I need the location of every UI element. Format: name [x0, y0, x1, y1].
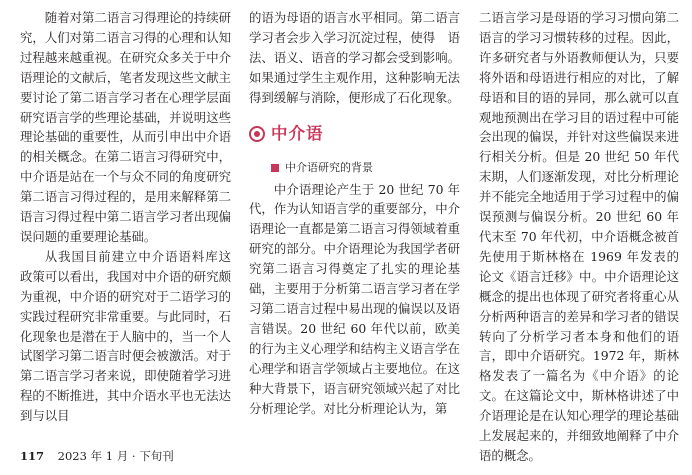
paragraph: 二语言学习是母语的学习习惯向第二语言的学习习惯转移的过程。因此，许多研究者与外语教师便认为，只要将外语和母语进行相应的对比，了解母语和目的语的异同，那么就可以直观地预测出在学习目的语过程中可能会出现的偏误，并针对这些偏误来进行相关分析。但是 20 世纪 50 年代末期，人们逐渐发现，对比分析理论并不能完全地适用于学习过程中的偏误预测与偏误分析。20 世纪 60 年代末至 70 年代初，中介语概念被首先使用于斯林格在 1969 年发表的论文《语言迁移》中。中介语理论这 概念的提出也体现了研究者将重心从分析两种语言的差异和学习者的错误转向了分析学习者本身和他们的语言，即中介语研究。1972 年，斯林格发表了一篇名为《中介语》的论文。在这篇论文中，斯林格讲述了中介语理论是在认知心理学的理论基础上发展起来的，并细致地阐释了中介语的概念。 — [479, 10, 692, 463]
column-1 — [20, 8, 244, 426]
paragraph: 从我国目前建立中介语语料库这 政策可以看出，我国对中介语的研究颇为重视，中介语的研究对于二语学习的实践过程研究非常重要。与此同时，石化现象也是潜在于人脑中的，当一个人试图学习第二语言时便会被激活。对于第二语言学习者来说，即使随着学习进程的不断推进，其中介语水平也无法达到与以目 — [20, 248, 244, 424]
section-heading — [249, 120, 460, 148]
target-icon — [249, 126, 265, 142]
column-3 — [479, 8, 692, 466]
paragraph: 的语为母语的语言水平相同。第二语言学习者会步入学习沉淀过程，使得 语法、语义、语音的学习都会受到影响。如果通过学生主观作用，这种影响无法得到缓解与消除，便形成了石化现象。 — [249, 10, 460, 105]
issue-info: 2023 年 1 月 · 下旬刊 — [57, 449, 174, 463]
paragraph: 中介语理论产生于 20 世纪 70 年代，作为认知语言学的重要部分，中介语理论一直都是第二语言习得领域着重研究的部分。中介语理论为我国学者研究第二语言习得奠定了扎实的理论基础，主要用于分析第二语言学习者在学习第二语言过程中易出现的偏误以及语言错误。20 世纪 60 年代以前，欧美的行为主义心理学和结构主义语言学在心理学和语言学领域占主要地位。在这种大背景下，语言研究领域兴起了对比分析理论学。对比分析理论认为，第 — [249, 181, 460, 416]
square-icon — [271, 164, 279, 172]
column-2 — [249, 8, 460, 418]
paragraph: 随着对第二语言习得理论的持续研究，人们对第二语言习得的心理和认知过程越来越重视。在研究众多关于中介语理论的文献后，笔者发现这些文献主要讨论了第二语言学习者在心理学层面研究语言学的些理论基础，并说明这些理论基础的重要性，从而引申出中介语的相关概念。在第二语言习得研究中，中介语是站在一个与众不同的角度研究第二语言习得过程的，是用来解释第二语言习得过程中第二语言学习者出现偏误问题的重要理论基础。 — [20, 10, 231, 244]
page-footer — [20, 448, 174, 464]
section-title: 中介语 — [271, 123, 324, 143]
subsection-title: 中介语研究的背景 — [285, 160, 373, 174]
page-number: 117 — [20, 449, 45, 463]
subsection-heading — [271, 158, 460, 178]
